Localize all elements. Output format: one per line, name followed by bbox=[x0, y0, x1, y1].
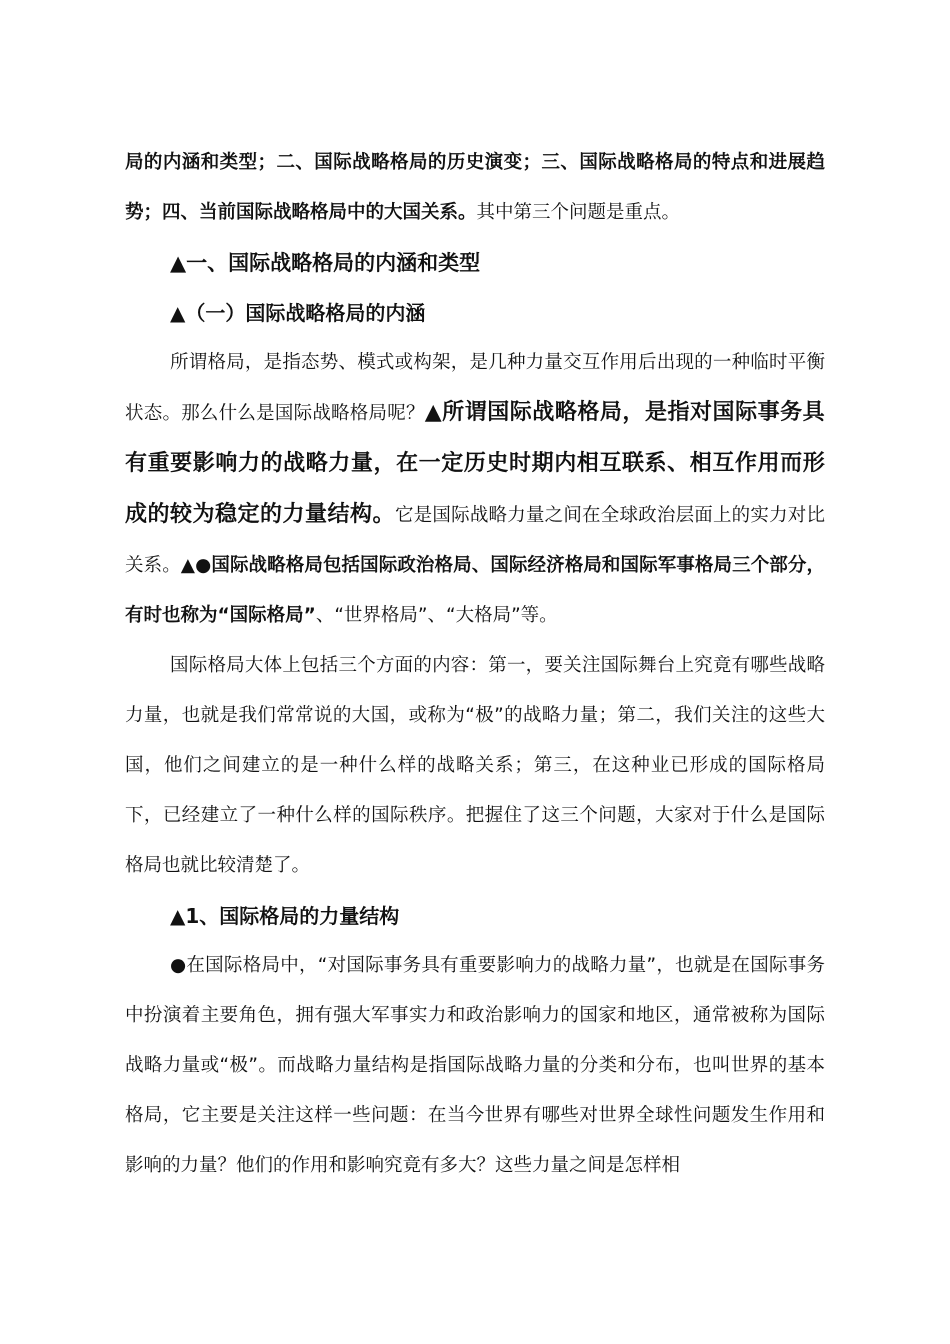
intro-normal-text: 其中第三个问题是重点。 bbox=[476, 202, 681, 223]
definition-parts-text: ▲●国际战略格局包括国际政治格局、国际经济格局和国际军事格局三个部分，有时也称为“国际格局” bbox=[125, 555, 825, 626]
subsection-heading-2: ▲1、国际格局的力量结构 bbox=[170, 904, 400, 928]
definition-intro-text: 所谓格局，是指态势、模式或构架，是几种力量交互作用后出现的一种临时平衡状态。那么什么是国际战略格局呢？ bbox=[125, 352, 825, 424]
paragraph-intro bbox=[125, 138, 825, 238]
section-heading-1: ▲一、国际战略格局的内涵和类型 bbox=[170, 251, 481, 275]
definition-follow-text: 它是国际战略力量之间在全球政治层面上的实力对比关系。 bbox=[125, 505, 825, 576]
definition-key-text: ▲所谓国际战略格局，是指对国际事务具有重要影响力的战略力量，在一定历史时期内相互联系、相互作用而形成的较为稳定的力量结构。 bbox=[125, 400, 825, 527]
paragraph-aspects: 国际格局大体上包括三个方面的内容：第一，要关注国际舞台上究竟有哪些战略力量，也就是我们常常说的大国，或称为“极”的战略力量；第二，我们关注的这些大国，他们之间建立的是一种什么样的战略关系；第三，在这种业已形成的国际格局下，已经建立了一种什么样的国际秩序。把握住了这三个问题，大家对于什么是国际格局也就比较清楚了。 bbox=[125, 655, 825, 876]
paragraph-definition bbox=[125, 338, 825, 641]
subsection-heading-1: ▲（一）国际战略格局的内涵 bbox=[170, 301, 426, 325]
paragraph-force-structure: ●在国际格局中，“对国际事务具有重要影响力的战略力量”，也就是在国际事务中扮演着主要角色，拥有强大军事实力和政治影响力的国家和地区，通常被称为国际战略力量或“极”。而战略力量结构是指国际战略力量的分类和分布，也叫世界的基本格局，它主要是关注这样一些问题：在当今世界有哪些对世界全球性问题发生作用和影响的力量？他们的作用和影响究竟有多大？这些力量之间是怎样相 bbox=[125, 955, 825, 1176]
intro-bold-text: 局的内涵和类型；二、国际战略格局的历史演变；三、国际战略格局的特点和进展趋势；四、当前国际战略格局中的大国关系。 bbox=[125, 152, 825, 223]
definition-aliases-text: 、“世界格局”、“大格局”等。 bbox=[315, 605, 558, 626]
document-body bbox=[125, 138, 825, 1191]
